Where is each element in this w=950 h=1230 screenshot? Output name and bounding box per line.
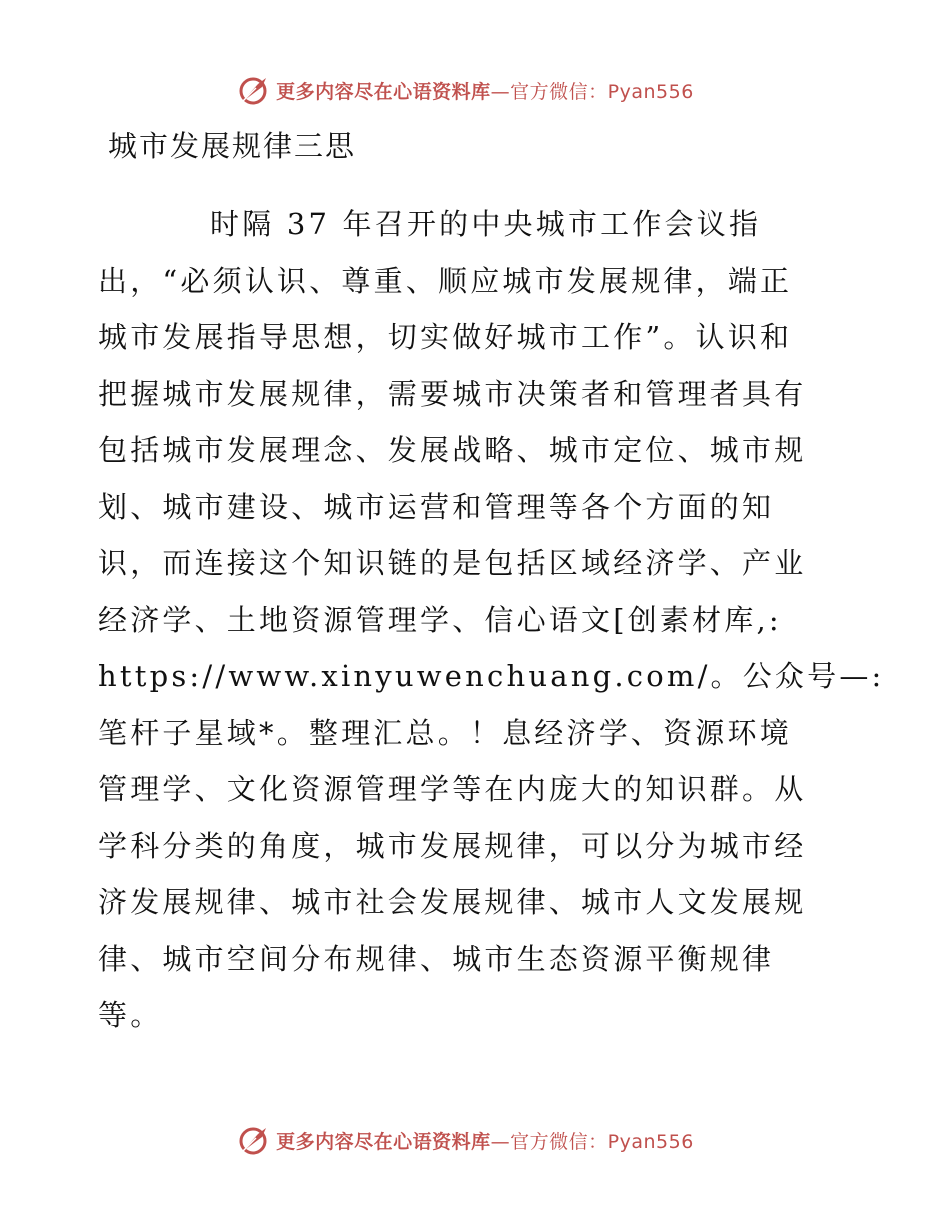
paragraph-line-url: https://www.xinyuwenchuang.com/。公众号—:: [98, 659, 885, 693]
paragraph-line: 管理学、文化资源管理学等在内庞大的知识群。从: [98, 772, 807, 806]
brand-text: 更多内容尽在心语资料库: [276, 80, 491, 103]
wechat-label: 官方微信：Pyan556: [510, 80, 694, 103]
document-title: 城市发展规律三思: [108, 129, 357, 163]
footer-banner: [0, 1120, 950, 1160]
quill-pen-circle-icon: [236, 74, 272, 106]
paragraph-line: 时隔 37 年召开的中央城市工作会议指: [210, 207, 762, 241]
paragraph-line: 包括城市发展理念、发展战略、城市定位、城市规: [98, 433, 807, 467]
paragraph-line: 城市发展指导思想，切实做好城市工作”。认识和: [98, 320, 793, 354]
paragraph-line: 律、城市空间分布规律、城市生态资源平衡规律: [98, 941, 775, 976]
wechat-label: 官方微信：Pyan556: [510, 1130, 694, 1153]
banner-separator: —: [490, 80, 511, 103]
paragraph-line: 出，“必须认识、尊重、顺应城市发展规律，端正: [98, 263, 793, 298]
paragraph-line: 划、城市建设、城市运营和管理等各个方面的知: [98, 489, 775, 524]
header-banner: [0, 70, 950, 110]
paragraph-line: 济发展规律、城市社会发展规律、城市人文发展规: [98, 885, 807, 919]
brand-text: 更多内容尽在心语资料库: [276, 1130, 491, 1153]
paragraph-line: 识，而连接这个知识链的是包括区域经济学、产业: [98, 546, 807, 580]
footer-banner-content: [236, 1124, 694, 1156]
header-banner-content: [236, 74, 694, 106]
footer-banner-text: [276, 1127, 694, 1154]
banner-separator: —: [490, 1130, 511, 1153]
header-banner-text: [276, 77, 694, 104]
paragraph-line: 笔杆子星域*。整理汇总。！息经济学、资源环境: [98, 715, 792, 750]
paragraph-line: 学科分类的角度，城市发展规律，可以分为城市经: [98, 828, 807, 863]
paragraph-line: 等。: [98, 998, 163, 1032]
document-paragraph: [98, 196, 885, 1044]
paragraph-line: 把握城市发展规律，需要城市决策者和管理者具有: [98, 376, 807, 411]
quill-pen-circle-icon: [236, 1124, 272, 1156]
paragraph-line: 经济学、土地资源管理学、信心语文[创素材库,:: [98, 602, 782, 637]
